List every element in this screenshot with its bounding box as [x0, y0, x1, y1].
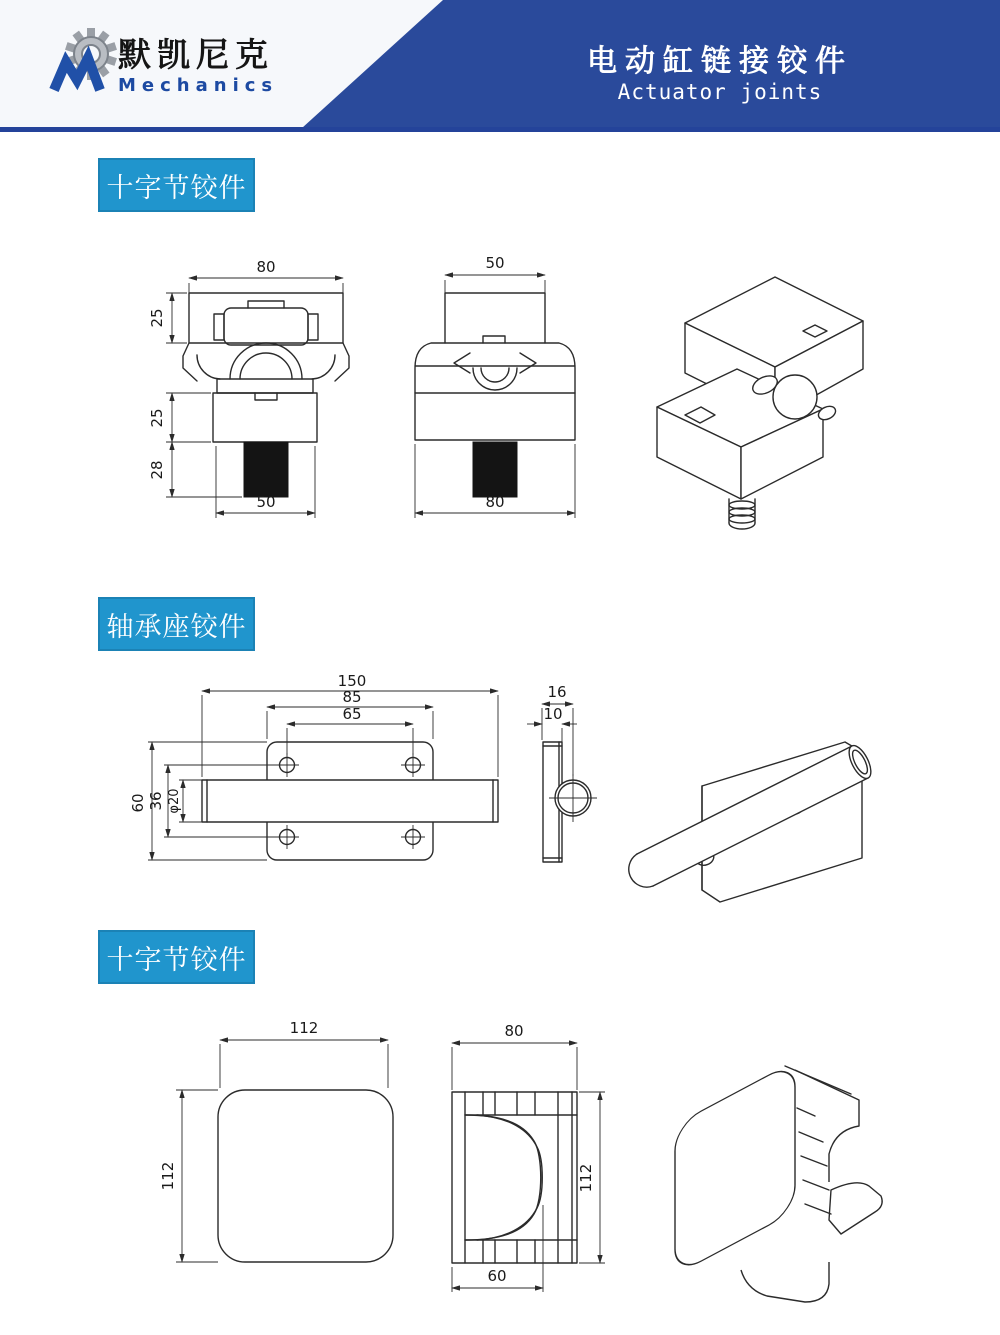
- page-title-english: Actuator joints: [617, 80, 823, 104]
- page-header: [0, 0, 1000, 132]
- bearing-seat-isometric-view: [610, 690, 900, 900]
- mechanics-gear-logo-icon: [50, 24, 120, 104]
- dim-label: 112: [159, 1161, 177, 1191]
- cross-joint-isometric-view: [615, 255, 865, 525]
- bearing-seat-front-view: [129, 672, 520, 885]
- page-title-chinese: 电动缸链接铰件: [587, 44, 853, 79]
- dim-label: 10: [543, 705, 563, 723]
- block-joint-isometric-view: [645, 1030, 925, 1310]
- dim-label: 25: [148, 308, 166, 328]
- header-divider-line: [0, 127, 1000, 132]
- dim-label: 28: [148, 460, 166, 480]
- section-label-cross-joint-1: 十字节铰件: [98, 158, 255, 212]
- dim-label: 60: [129, 793, 147, 813]
- cross-joint-side-view: [395, 250, 615, 540]
- dim-label: 25: [148, 408, 166, 428]
- section-label-cross-joint-2: 十字节铰件: [98, 930, 255, 984]
- dim-label: 60: [487, 1267, 507, 1285]
- dim-label: 65: [342, 705, 362, 723]
- dim-label: φ20: [167, 788, 182, 814]
- brand-block: [118, 35, 279, 96]
- dim-label: 80: [504, 1022, 524, 1040]
- dim-label: 85: [342, 688, 362, 706]
- dim-label: 36: [147, 791, 165, 811]
- brand-name-chinese: 默凯尼克: [118, 35, 274, 74]
- block-joint-front-view: [150, 1010, 430, 1290]
- dim-label: 150: [337, 672, 367, 690]
- section-label-bearing-seat: 轴承座铰件: [98, 597, 255, 651]
- dim-label: 112: [577, 1163, 595, 1193]
- dim-label: 50: [256, 493, 276, 511]
- brand-name-english: Mechanics: [118, 75, 279, 96]
- dim-label: 80: [485, 493, 505, 511]
- dim-label: 112: [289, 1019, 319, 1037]
- dim-label: 80: [256, 258, 276, 276]
- dim-label: 50: [485, 254, 505, 272]
- block-joint-side-view: [425, 1015, 635, 1305]
- cross-joint-front-view: [140, 250, 380, 540]
- dim-label: 16: [547, 683, 567, 701]
